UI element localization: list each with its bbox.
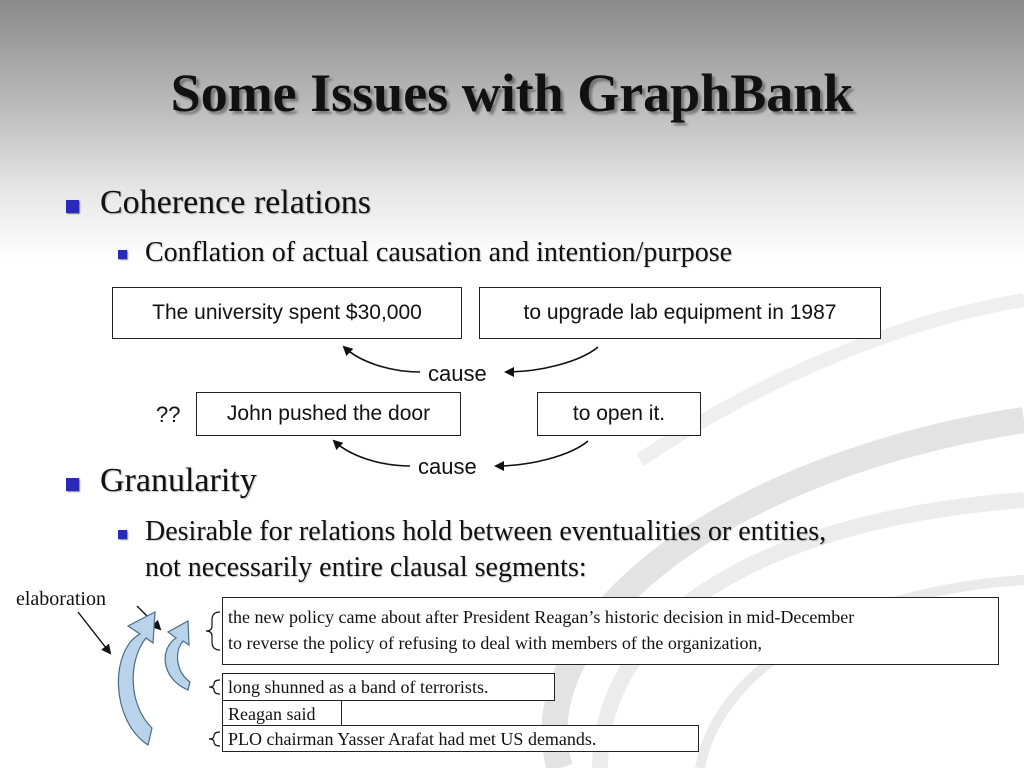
slide-title: Some Issues with GraphBank [170,63,854,123]
segment-1-line-1: the new policy came about after President Reagan’s historic decision in mid-December [228,607,855,627]
example1-relation-label: cause [428,361,487,386]
segment-4-box: PLO chairman Yasser Arafat had met US demands. [222,725,699,752]
bullet-coherence-relations: Coherence relations [100,184,371,221]
example1-left-box: The university spent $30,000 [112,287,462,339]
bullet-square-icon [118,530,127,539]
example2-left-box: John pushed the door [196,392,461,436]
segment-3-box: Reagan said [222,700,342,726]
sub-bullet-desirable-line1: Desirable for relations hold between eventualities or entities, [145,516,827,547]
bullet-square-icon [66,478,79,491]
segment-1-box [222,597,999,665]
example2-question-marker: ?? [156,402,181,427]
elaboration-label: elaboration [16,588,106,610]
bullet-granularity: Granularity [100,462,257,499]
example2-relation-label: cause [418,454,477,479]
segment-2-box: long shunned as a band of terrorists. [222,673,555,701]
bullet-square-icon [118,250,127,259]
bullet-square-icon [66,200,79,213]
example1-right-box: to upgrade lab equipment in 1987 [479,287,881,339]
sub-bullet-conflation: Conflation of actual causation and intention/purpose [145,237,733,268]
segment-1-line-2: to reverse the policy of refusing to deal with members of the organization, [228,633,763,653]
sub-bullet-desirable-line2: not necessarily entire clausal segments: [145,552,587,583]
example2-right-box: to open it. [537,392,701,436]
